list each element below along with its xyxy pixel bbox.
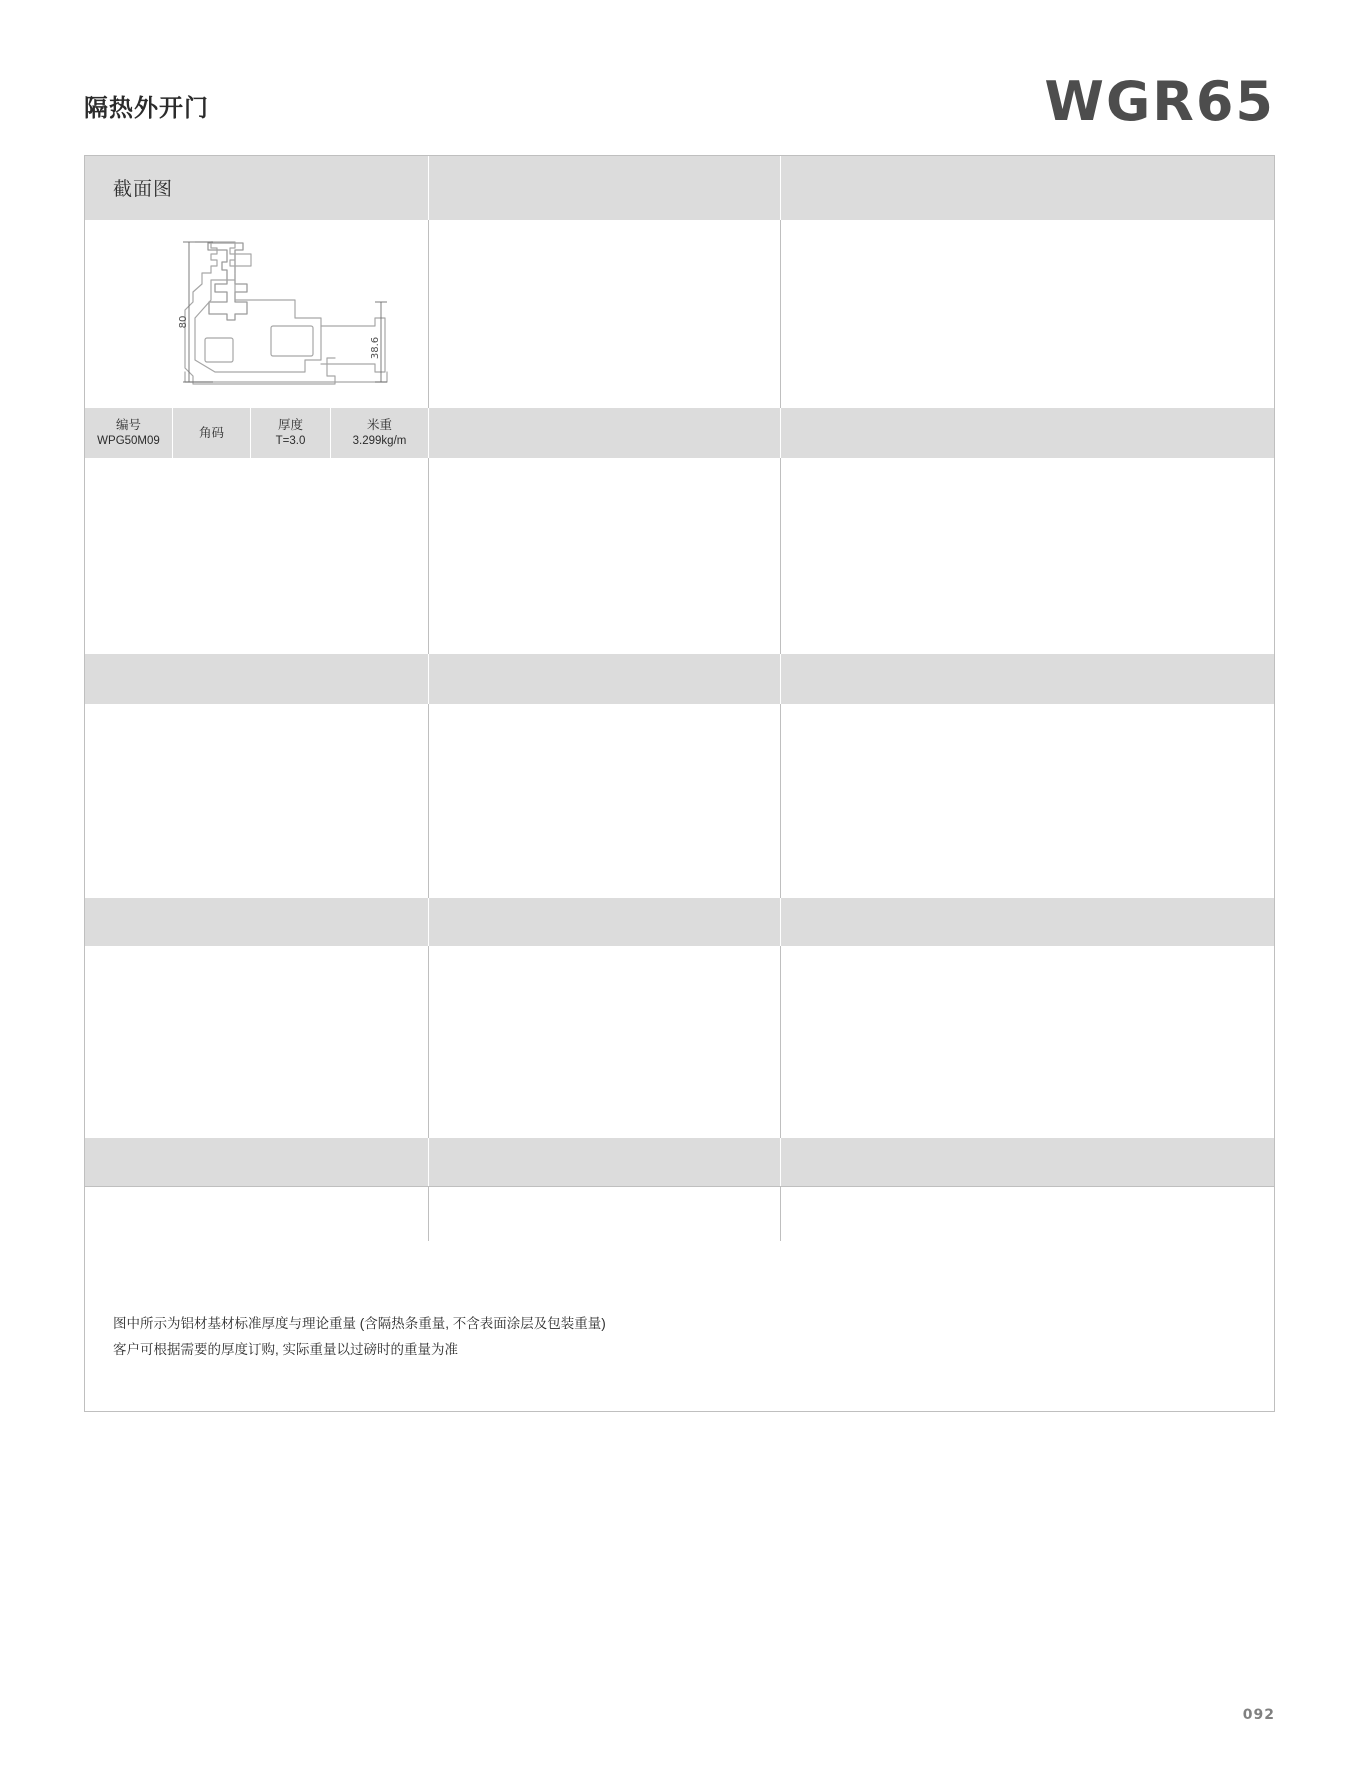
divider-band-4 — [85, 1138, 1274, 1186]
profile-sheet — [84, 155, 1275, 1412]
divider-band-3 — [85, 898, 1274, 946]
spec-label-corner-code: 角码 — [198, 425, 224, 440]
profile-cross-section-drawing — [175, 240, 405, 405]
section-header-band — [85, 156, 1274, 220]
divider-band-4-seg-2 — [780, 1138, 781, 1186]
spec-cell-thickness — [251, 408, 331, 458]
footnote-line-1: 图中所示为铝材基材标准厚度与理论重量 (含隔热条重量, 不含表面涂层及包装重量) — [113, 1316, 606, 1331]
page-number: 092 — [1242, 1707, 1275, 1723]
dimension-height-label: 80 — [178, 315, 189, 329]
spec-cell-weight — [331, 408, 428, 458]
footnote-line-2: 客户可根据需要的厚度订购, 实际重量以过磅时的重量为准 — [113, 1341, 459, 1357]
spec-label-number: 编号 — [115, 417, 141, 432]
spec-label-weight: 米重 — [366, 417, 392, 432]
spec-cell-number — [85, 408, 173, 458]
spec-band-divider-1 — [428, 408, 429, 458]
spec-value-thickness: T=3.0 — [275, 434, 306, 447]
page-header — [84, 70, 1275, 138]
cross-section-drawing-cell — [85, 220, 428, 408]
divider-band-3-seg-2 — [780, 898, 781, 946]
spec-table — [85, 408, 428, 458]
footnote-block — [113, 1311, 1113, 1362]
divider-band-4-seg-1 — [428, 1138, 429, 1186]
footnote-section-divider — [85, 1186, 1274, 1187]
spec-value-weight: 3.299kg/m — [352, 434, 407, 447]
spec-band-divider-2 — [780, 408, 781, 458]
spec-value-number: WPG50M09 — [97, 434, 160, 447]
divider-band-2-seg-2 — [780, 654, 781, 704]
spec-label-thickness: 厚度 — [277, 417, 303, 432]
series-code: WGR65 — [1044, 70, 1275, 133]
spec-cell-corner-code — [173, 408, 251, 458]
band-segment-divider-2 — [780, 156, 781, 220]
page-title: 隔热外开门 — [84, 95, 209, 122]
divider-band-3-seg-1 — [428, 898, 429, 946]
section-header-label: 截面图 — [113, 179, 174, 200]
band-segment-divider-1 — [428, 156, 429, 220]
divider-band-2 — [85, 654, 1274, 704]
divider-band-2-seg-1 — [428, 654, 429, 704]
dimension-depth-label: 38.6 — [370, 336, 381, 360]
